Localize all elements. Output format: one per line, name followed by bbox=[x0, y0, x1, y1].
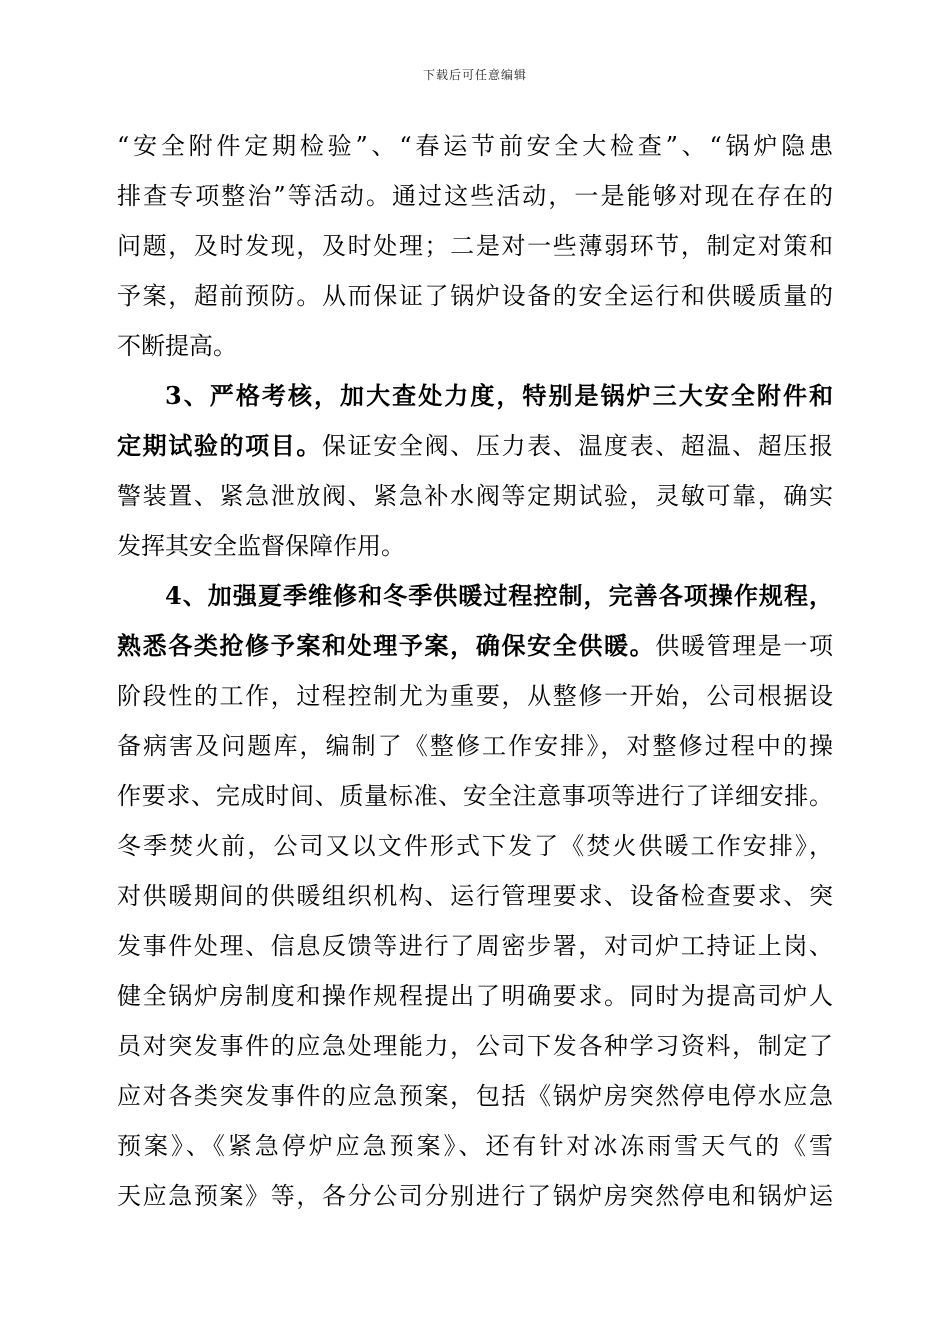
text-line: 予案，超前预防。从而保证了锅炉设备的安全运行和供暖质量的 bbox=[117, 282, 833, 310]
text-line: “安全附件定期检验”、“春运节前安全大检查”、“锅炉隐患 bbox=[117, 132, 833, 160]
text-line: 应对各类突发事件的应急预案，包括《锅炉房突然停电停水应急 bbox=[117, 1082, 833, 1110]
text-line: 阶段性的工作，过程控制尤为重要，从整修一开始，公司根据设 bbox=[117, 682, 833, 710]
text-line: 备病害及问题库，编制了《整修工作安排》，对整修过程中的操 bbox=[117, 732, 833, 760]
text-line: 员对突发事件的应急处理能力，公司下发各种学习资料，制定了 bbox=[117, 1032, 833, 1060]
text-line: 不断提高。 bbox=[117, 332, 237, 360]
text-line: 作要求、完成时间、质量标准、安全注意事项等进行了详细安排。 bbox=[117, 782, 833, 810]
text-line: 熟悉各类抢修予案和处理予案，确保安全供暖。供暖管理是一项 bbox=[117, 631, 833, 660]
text-line: 对供暖期间的供暖组织机构、运行管理要求、设备检查要求、突 bbox=[117, 882, 833, 910]
section-4-heading: 4、加强夏季维修和冬季供暖过程控制，完善各项操作规程， bbox=[165, 581, 833, 610]
text-line: 冬季焚火前，公司又以文件形式下发了《焚火供暖工作安排》， bbox=[117, 832, 833, 860]
text-line: 发挥其安全监督保障作用。 bbox=[117, 532, 405, 560]
section-4-heading-end: 熟悉各类抢修予案和处理予案，确保安全供暖。 bbox=[117, 631, 656, 660]
text-line: 定期试验的项目。保证安全阀、压力表、温度表、超温、超压报 bbox=[117, 431, 833, 460]
text-line: 天应急预案》等，各分公司分别进行了锅炉房突然停电和锅炉运 bbox=[117, 1182, 833, 1210]
text-line: 发事件处理、信息反馈等进行了周密步署，对司炉工持证上岗、 bbox=[117, 932, 833, 960]
text-line: 健全锅炉房制度和操作规程提出了明确要求。同时为提高司炉人 bbox=[117, 982, 833, 1010]
text-line: 问题，及时发现，及时处理；二是对一些薄弱环节，制定对策和 bbox=[117, 232, 833, 260]
text-line: 排查专项整治”等活动。通过这些活动，一是能够对现在存在的 bbox=[117, 182, 833, 210]
section-3-heading-end: 定期试验的项目。 bbox=[117, 431, 323, 460]
text-line: 警装置、紧急泄放阀、紧急补水阀等定期试验，灵敏可靠，确实 bbox=[117, 482, 833, 510]
section-3-heading: 3、严格考核，加大查处力度，特别是锅炉三大安全附件和 bbox=[165, 381, 833, 410]
page-header: 下载后可任意编辑 bbox=[422, 68, 527, 82]
text-line: 预案》、《紧急停炉应急预案》、还有针对冰冻雨雪天气的《雪 bbox=[117, 1132, 833, 1160]
